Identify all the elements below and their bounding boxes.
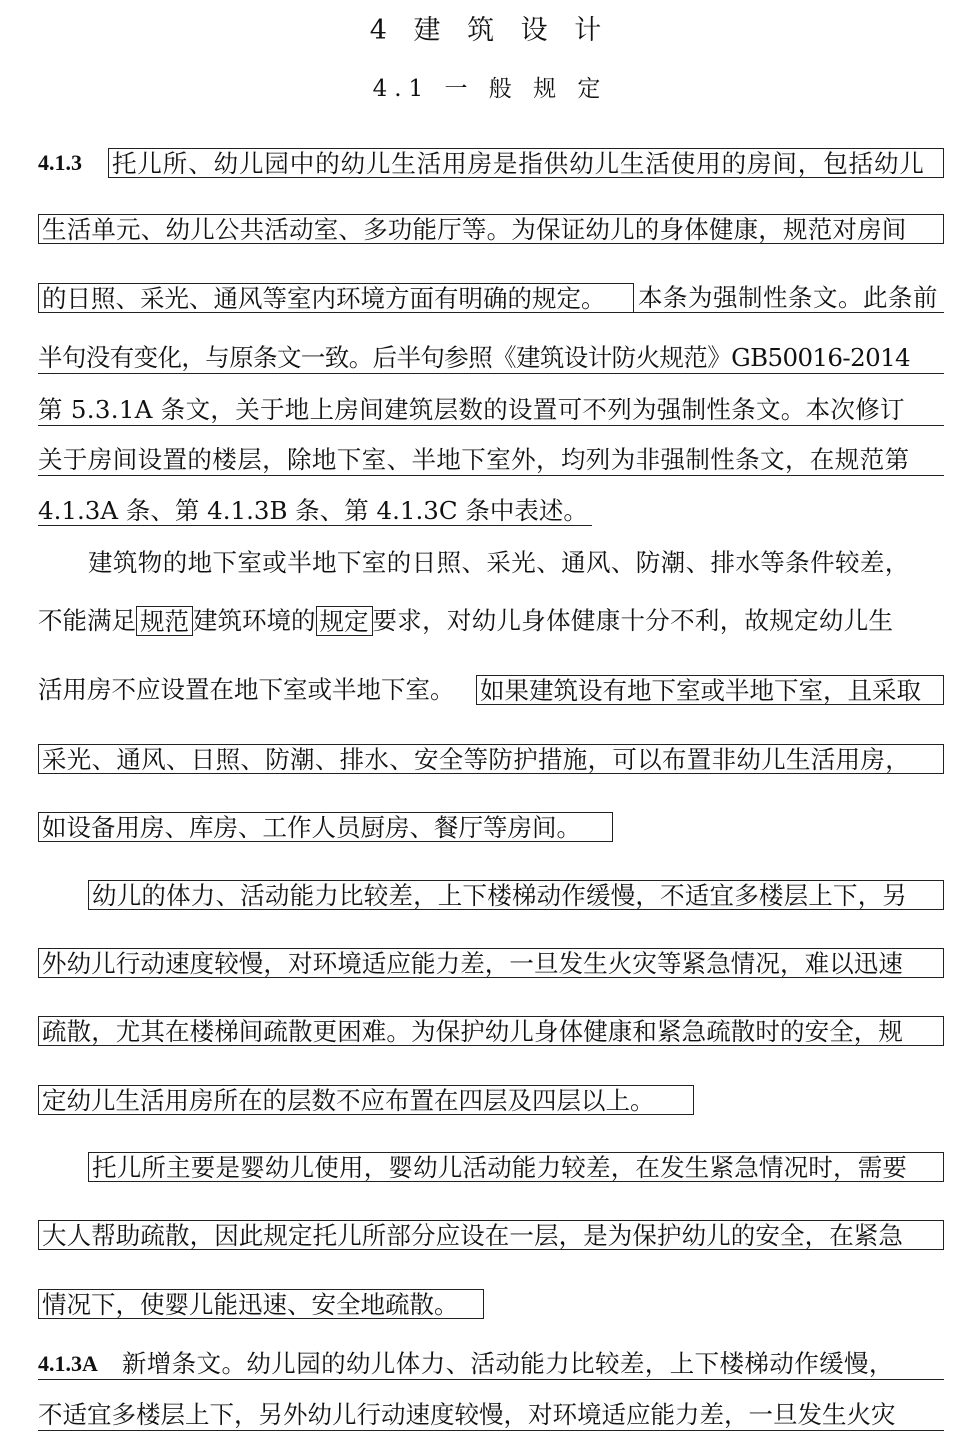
boxed-text: 如设备用房、库房、工作人员厨房、餐厅等房间。 bbox=[38, 812, 613, 842]
underlined-text: 新增条文。幼儿园的幼儿体力、活动能力比较差，上下楼梯动作缓慢， bbox=[121, 1349, 894, 1378]
boxed-word: 规范 bbox=[136, 606, 193, 636]
boxed-word: 规定 bbox=[316, 606, 373, 636]
chapter-title: 4 建 筑 设 计 bbox=[369, 15, 611, 46]
boxed-text: 托儿所主要是婴幼儿使用，婴幼儿活动能力较差，在发生紧急情况时，需要 bbox=[88, 1152, 944, 1182]
boxed-text: 外幼儿行动速度较慢，对环境适应能力差，一旦发生火灾等紧急情况，难以迅速 bbox=[42, 949, 903, 978]
para2-line-5 bbox=[38, 812, 944, 842]
boxed-text: 采光、通风、日照、防潮、排水、安全等防护措施，可以布置非幼儿生活用房， bbox=[42, 745, 910, 774]
clause-4-1-3A-line-2 bbox=[38, 1400, 944, 1431]
para4-line-2 bbox=[38, 1220, 944, 1250]
clause-4-1-3-line-7 bbox=[38, 496, 944, 526]
para2-line-1 bbox=[38, 548, 944, 578]
boxed-text: 定幼儿生活用房所在的层数不应布置在四层及四层以上。 bbox=[38, 1085, 694, 1115]
clause-4-1-3-line-1 bbox=[38, 148, 944, 178]
boxed-text: 幼儿的体力、活动能力比较差，上下楼梯动作缓慢，不适宜多楼层上下，另 bbox=[88, 880, 944, 910]
boxed-text: 的日照、采光、通风等室内环境方面有明确的规定。 bbox=[38, 283, 634, 313]
para4-line-1 bbox=[38, 1152, 944, 1182]
clause-4-1-3-line-6 bbox=[38, 445, 944, 476]
para3-line-3 bbox=[38, 1016, 944, 1046]
clause-4-1-3-line-2 bbox=[38, 214, 944, 244]
para2-line-2 bbox=[38, 606, 944, 636]
paragraph-text: 建筑物的地下室或半地下室的日照、采光、通风、防潮、排水等条件较差， bbox=[88, 548, 910, 577]
boxed-text: 情况下，使婴儿能迅速、安全地疏散。 bbox=[38, 1289, 484, 1319]
clause-number: 4.1.3 bbox=[38, 150, 82, 175]
paragraph-text: 建筑环境的 bbox=[193, 606, 316, 635]
paragraph-text: 活用房不应设置在地下室或半地下室。 bbox=[38, 675, 455, 704]
para3-line-2 bbox=[38, 948, 944, 978]
underlined-text: 关于房间设置的楼层，除地下室、半地下室外，均列为非强制性条文，在规范第 bbox=[38, 445, 910, 474]
paragraph-text: 要求，对幼儿身体健康十分不利，故规定幼儿生 bbox=[372, 606, 894, 635]
clause-number: 4.1.3A bbox=[38, 1351, 98, 1376]
paragraph-text: 不能满足 bbox=[38, 606, 136, 635]
clause-4-1-3-line-4 bbox=[38, 343, 944, 374]
underlined-text: 第 5.3.1A 条文，关于地上房间建筑层数的设置可不列为强制性条文。本次修订 bbox=[38, 395, 905, 424]
underlined-text: 4.1.3A 条、第 4.1.3B 条、第 4.1.3C 条中表述。 bbox=[38, 496, 592, 526]
clause-4-1-3A-line-1 bbox=[38, 1349, 944, 1380]
underlined-text: 半句没有变化，与原条文一致。后半句参照《建筑设计防火规范》GB50016-2014 bbox=[38, 343, 911, 372]
para2-line-4 bbox=[38, 744, 944, 774]
para2-line-3 bbox=[38, 675, 944, 705]
section-title: 4.1 一 般 规 定 bbox=[372, 76, 608, 102]
boxed-text bbox=[108, 148, 944, 178]
para3-line-1 bbox=[38, 880, 944, 910]
clause-4-1-3-line-3 bbox=[38, 283, 944, 313]
boxed-text: 疏散，尤其在楼梯间疏散更困难。为保护幼儿身体健康和紧急疏散时的安全，规 bbox=[42, 1017, 903, 1046]
underlined-text: 本条为强制性条文。此条前 bbox=[634, 283, 944, 313]
underlined-text: 不适宜多楼层上下，另外幼儿行动速度较慢，对环境适应能力差，一旦发生火灾 bbox=[38, 1400, 896, 1429]
clause-4-1-3-line-5 bbox=[38, 395, 944, 426]
para4-line-3 bbox=[38, 1289, 944, 1319]
clause-text: 生活单元、幼儿公共活动室、多功能厅等。为保证幼儿的身体健康，规范对房间 bbox=[42, 215, 907, 244]
boxed-text: 大人帮助疏散，因此规定托儿所部分应设在一层，是为保护幼儿的安全，在紧急 bbox=[42, 1221, 903, 1250]
clause-text: 托儿所、幼儿园中的幼儿生活用房是指供幼儿生活使用的房间，包括幼儿 bbox=[112, 149, 925, 178]
para3-line-4 bbox=[38, 1085, 944, 1115]
boxed-text: 如果建筑设有地下室或半地下室，且采取 bbox=[476, 675, 944, 705]
